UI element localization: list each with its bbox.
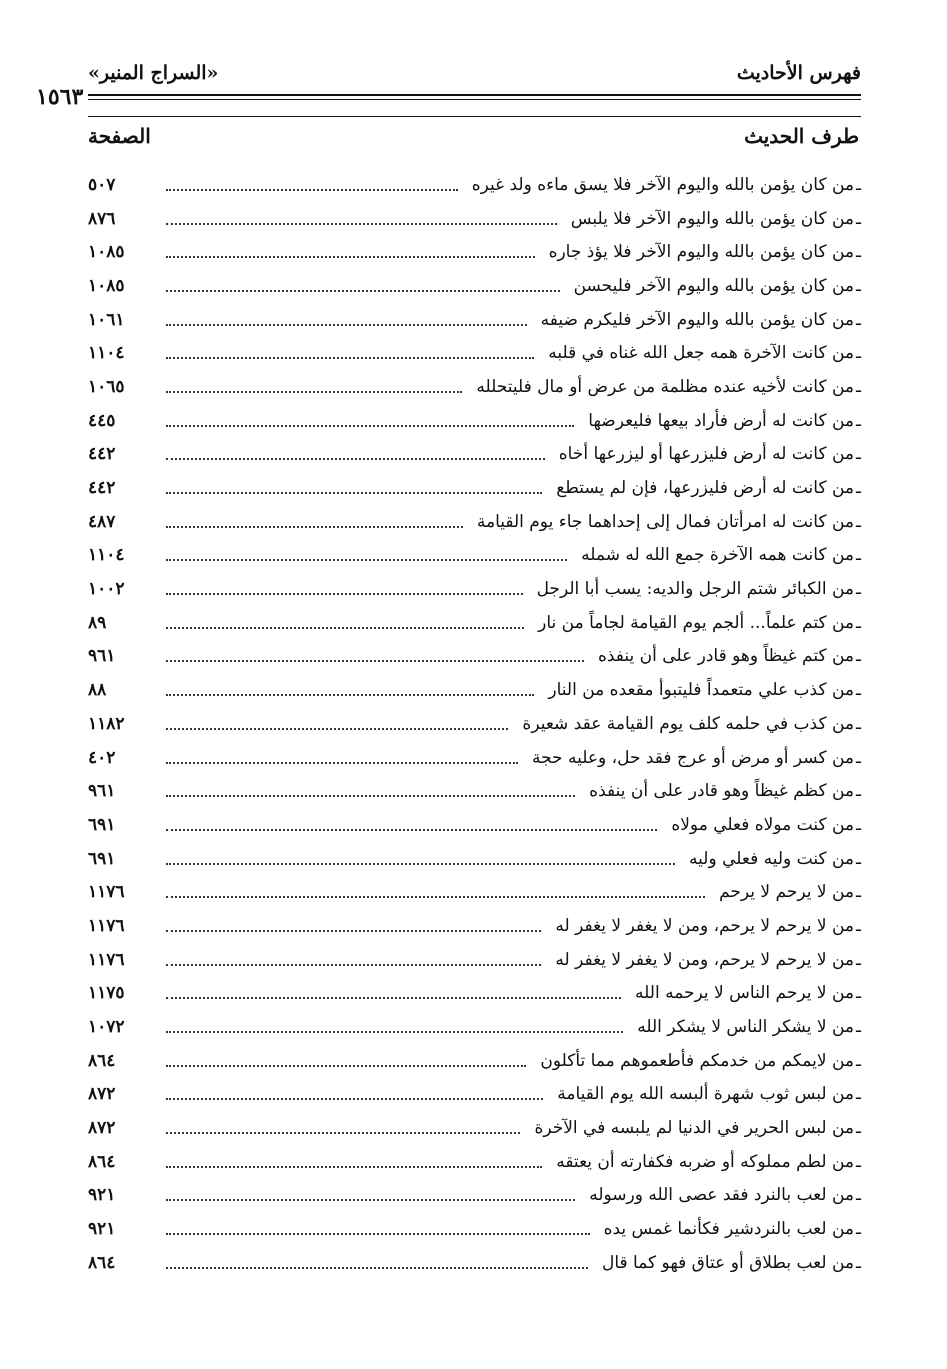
dot-leader xyxy=(166,1132,520,1134)
entry-dash: ـ xyxy=(856,444,861,465)
entry-text: من كانت له أرض فليزرعها، فإن لم يستطع xyxy=(556,478,855,499)
entry-page-number: ٦٩١ xyxy=(88,848,116,869)
entry-text: من كسر أو مرض أو عرج فقد حل، وعليه حجة xyxy=(531,747,855,768)
entry-text: من كانت لأخيه عنده مظلمة من عرض أو مال فليتحلله xyxy=(476,376,855,397)
dot-leader xyxy=(166,863,675,865)
entry-text: من كانت له أرض فليزرعها أو ليزرعها أخاه xyxy=(558,444,855,465)
index-entry xyxy=(88,168,861,202)
entry-page-number: ٨٦٤ xyxy=(88,1252,116,1273)
dot-leader xyxy=(166,1065,526,1067)
entry-dash: ـ xyxy=(856,814,861,835)
entry-page-number: ٩٢١ xyxy=(88,1219,116,1240)
index-entry xyxy=(88,505,861,539)
index-entry xyxy=(88,404,861,438)
entry-text: من كانت له أرض فأراد بيعها فليعرضها xyxy=(588,410,855,431)
entry-page-number: ٤٤٢ xyxy=(88,478,116,499)
index-entry xyxy=(88,707,861,741)
running-head xyxy=(88,62,861,90)
entry-page-number: ٨٨ xyxy=(88,680,107,701)
entry-text: من لعب بالنردشير فكأنما غمس يده xyxy=(603,1219,855,1240)
entry-text: من لا يشكر الناس لا يشكر الله xyxy=(637,1017,855,1038)
entry-page-number: ٤٠٢ xyxy=(88,747,116,768)
entry-page-number: ١٠٦١ xyxy=(88,309,125,330)
index-entry xyxy=(88,235,861,269)
dot-leader xyxy=(166,223,557,225)
entry-page-number: ٦٩١ xyxy=(88,814,116,835)
column-header-rule xyxy=(88,116,861,117)
dot-leader xyxy=(166,829,657,831)
entry-text: من كذب في حلمه كلف يوم القيامة عقد شعيرة xyxy=(522,713,855,734)
entry-text: من لبس الحرير في الدنيا لم يلبسه في الآخرة xyxy=(534,1118,855,1139)
column-header-hadith: طرف الحديث xyxy=(744,124,859,148)
dot-leader xyxy=(166,997,621,999)
dot-leader xyxy=(166,660,584,662)
entry-text: من لعب بطلاق أو عتاق فهو كما قال xyxy=(601,1252,855,1273)
entry-dash: ـ xyxy=(856,882,861,903)
entry-text: من لعب بالنرد فقد عصى الله ورسوله xyxy=(589,1185,855,1206)
hadith-index-list xyxy=(88,168,861,1280)
dot-leader xyxy=(166,425,574,427)
dot-leader xyxy=(166,896,705,898)
column-header-page: الصفحة xyxy=(88,124,151,148)
entry-page-number: ١١٨٢ xyxy=(88,713,125,734)
index-entry xyxy=(88,303,861,337)
entry-text: من لطم مملوكه أو ضربه فكفارته أن يعتقه xyxy=(556,1151,855,1172)
index-entry xyxy=(88,1010,861,1044)
entry-dash: ـ xyxy=(856,680,861,701)
dot-leader xyxy=(166,526,463,528)
index-entry xyxy=(88,977,861,1011)
entry-text: من كظم غيظاً وهو قادر على أن ينفذه xyxy=(589,781,855,802)
index-entry xyxy=(88,1145,861,1179)
entry-page-number: ١١٧٦ xyxy=(88,882,125,903)
page-number: ١٥٦٣ xyxy=(36,84,84,110)
entry-page-number: ٤٤٥ xyxy=(88,410,116,431)
entry-text: من لا يرحم لا يرحم، ومن لا يغفر لا يغفر له xyxy=(555,949,855,970)
entry-page-number: ٨٧٢ xyxy=(88,1084,116,1105)
entry-dash: ـ xyxy=(856,309,861,330)
entry-text: من كانت الآخرة همه جعل الله غناه في قلبه xyxy=(548,343,855,364)
dot-leader xyxy=(166,1233,590,1235)
entry-page-number: ٥٠٧ xyxy=(88,174,116,195)
entry-dash: ـ xyxy=(856,915,861,936)
index-entry xyxy=(88,1078,861,1112)
entry-page-number: ١٠٠٢ xyxy=(88,579,125,600)
dot-leader xyxy=(166,1166,542,1168)
entry-dash: ـ xyxy=(856,1017,861,1038)
index-entry xyxy=(88,640,861,674)
dot-leader xyxy=(166,256,535,258)
dot-leader xyxy=(166,290,560,292)
entry-text: من كنت مولاه فعلي مولاه xyxy=(671,814,855,835)
index-entry xyxy=(88,943,861,977)
entry-text: من كان يؤمن بالله واليوم الآخر فلا يسق ماءه ولد غيره xyxy=(471,174,855,195)
entry-page-number: ١١٠٤ xyxy=(88,343,125,364)
section-title: فهرس الأحاديث xyxy=(736,62,861,84)
entry-text: من كانت له امرأتان فمال إلى إحداهما جاء يوم القيامة xyxy=(476,511,855,532)
entry-page-number: ١٠٨٥ xyxy=(88,242,125,263)
entry-dash: ـ xyxy=(856,545,861,566)
entry-dash: ـ xyxy=(856,646,861,667)
entry-dash: ـ xyxy=(856,713,861,734)
entry-page-number: ٩٢١ xyxy=(88,1185,116,1206)
index-entry xyxy=(88,1212,861,1246)
entry-text: من كان يؤمن بالله واليوم الآخر فليكرم ضيفه xyxy=(540,309,855,330)
entry-page-number: ٨٩ xyxy=(88,612,107,633)
entry-dash: ـ xyxy=(856,275,861,296)
index-entry xyxy=(88,842,861,876)
entry-text: من لبس ثوب شهرة ألبسه الله يوم القيامة xyxy=(557,1084,855,1105)
entry-text: من كتم علماً... ألجم يوم القيامة لجاماً من نار xyxy=(538,612,855,633)
index-entry xyxy=(88,808,861,842)
entry-dash: ـ xyxy=(856,478,861,499)
entry-text: من كتم غيظاً وهو قادر على أن ينفذه xyxy=(597,646,855,667)
dot-leader xyxy=(166,694,534,696)
entry-dash: ـ xyxy=(856,949,861,970)
entry-dash: ـ xyxy=(856,511,861,532)
entry-dash: ـ xyxy=(856,781,861,802)
dot-leader xyxy=(166,1267,588,1269)
entry-dash: ـ xyxy=(856,343,861,364)
entry-page-number: ٤٨٧ xyxy=(88,511,116,532)
index-entry xyxy=(88,471,861,505)
entry-page-number: ١١٧٥ xyxy=(88,983,125,1004)
dot-leader xyxy=(166,189,458,191)
entry-dash: ـ xyxy=(856,242,861,263)
dot-leader xyxy=(166,762,518,764)
index-entry xyxy=(88,202,861,236)
entry-page-number: ١٠٦٥ xyxy=(88,376,125,397)
entry-page-number: ٨٦٤ xyxy=(88,1151,116,1172)
entry-text: من كان يؤمن بالله واليوم الآخر فلا يؤذ جاره xyxy=(548,242,855,263)
entry-dash: ـ xyxy=(856,1084,861,1105)
entry-page-number: ١١٧٦ xyxy=(88,949,125,970)
index-entry xyxy=(88,336,861,370)
book-title: «السراج المنير» xyxy=(88,62,219,84)
entry-dash: ـ xyxy=(856,1252,861,1273)
entry-page-number: ٨٦٤ xyxy=(88,1050,116,1071)
entry-page-number: ٨٧٢ xyxy=(88,1118,116,1139)
dot-leader xyxy=(166,324,527,326)
index-entry xyxy=(88,875,861,909)
entry-page-number: ١٠٨٥ xyxy=(88,275,125,296)
entry-text: من الكبائر شتم الرجل والديه: يسب أبا الرجل xyxy=(536,579,855,600)
index-entry xyxy=(88,269,861,303)
index-entry xyxy=(88,438,861,472)
entry-dash: ـ xyxy=(856,1118,861,1139)
index-entry xyxy=(88,1246,861,1280)
entry-dash: ـ xyxy=(856,174,861,195)
entry-dash: ـ xyxy=(856,1219,861,1240)
index-entry xyxy=(88,370,861,404)
index-entry xyxy=(88,1044,861,1078)
dot-leader xyxy=(166,930,541,932)
index-entry xyxy=(88,741,861,775)
entry-dash: ـ xyxy=(856,1050,861,1071)
dot-leader xyxy=(166,391,462,393)
index-entry xyxy=(88,572,861,606)
dot-leader xyxy=(166,593,523,595)
entry-text: من لا يرحم لا يرحم xyxy=(719,882,855,903)
dot-leader xyxy=(166,627,524,629)
index-entry xyxy=(88,539,861,573)
entry-page-number: ٨٧٦ xyxy=(88,208,116,229)
index-entry xyxy=(88,606,861,640)
entry-text: من كان يؤمن بالله واليوم الآخر فليحسن xyxy=(573,275,855,296)
entry-dash: ـ xyxy=(856,376,861,397)
entry-dash: ـ xyxy=(856,612,861,633)
entry-text: من لا يرحم الناس لا يرحمه الله xyxy=(635,983,855,1004)
dot-leader xyxy=(166,1098,543,1100)
entry-text: من لايمكم من خدمكم فأطعموهم مما تأكلون xyxy=(540,1050,855,1071)
entry-text: من لا يرحم لا يرحم، ومن لا يغفر لا يغفر له xyxy=(555,915,855,936)
dot-leader xyxy=(166,1031,623,1033)
dot-leader xyxy=(166,728,508,730)
dot-leader xyxy=(166,357,534,359)
dot-leader xyxy=(166,795,575,797)
dot-leader xyxy=(166,559,567,561)
entry-page-number: ٤٤٢ xyxy=(88,444,116,465)
entry-dash: ـ xyxy=(856,208,861,229)
header-rule-thick xyxy=(88,94,861,96)
entry-text: من كانت همه الآخرة جمع الله له شمله xyxy=(581,545,855,566)
entry-text: من كنت وليه فعلي وليه xyxy=(689,848,855,869)
index-entry xyxy=(88,1179,861,1213)
entry-dash: ـ xyxy=(856,579,861,600)
index-entry xyxy=(88,673,861,707)
dot-leader xyxy=(166,964,541,966)
entry-page-number: ٩٦١ xyxy=(88,781,116,802)
index-entry xyxy=(88,909,861,943)
index-entry xyxy=(88,1111,861,1145)
entry-page-number: ١٠٧٢ xyxy=(88,1017,125,1038)
header-rule-thin xyxy=(88,99,861,100)
entry-page-number: ٩٦١ xyxy=(88,646,116,667)
dot-leader xyxy=(166,458,545,460)
entry-page-number: ١١٧٦ xyxy=(88,915,125,936)
entry-dash: ـ xyxy=(856,747,861,768)
index-entry xyxy=(88,774,861,808)
entry-dash: ـ xyxy=(856,983,861,1004)
dot-leader xyxy=(166,492,542,494)
entry-dash: ـ xyxy=(856,410,861,431)
entry-page-number: ١١٠٤ xyxy=(88,545,125,566)
entry-dash: ـ xyxy=(856,1151,861,1172)
entry-text: من كذب علي متعمداً فليتبوأ مقعده من النار xyxy=(548,680,855,701)
entry-dash: ـ xyxy=(856,1185,861,1206)
entry-text: من كان يؤمن بالله واليوم الآخر فلا يلبس xyxy=(570,208,855,229)
entry-dash: ـ xyxy=(856,848,861,869)
dot-leader xyxy=(166,1199,575,1201)
